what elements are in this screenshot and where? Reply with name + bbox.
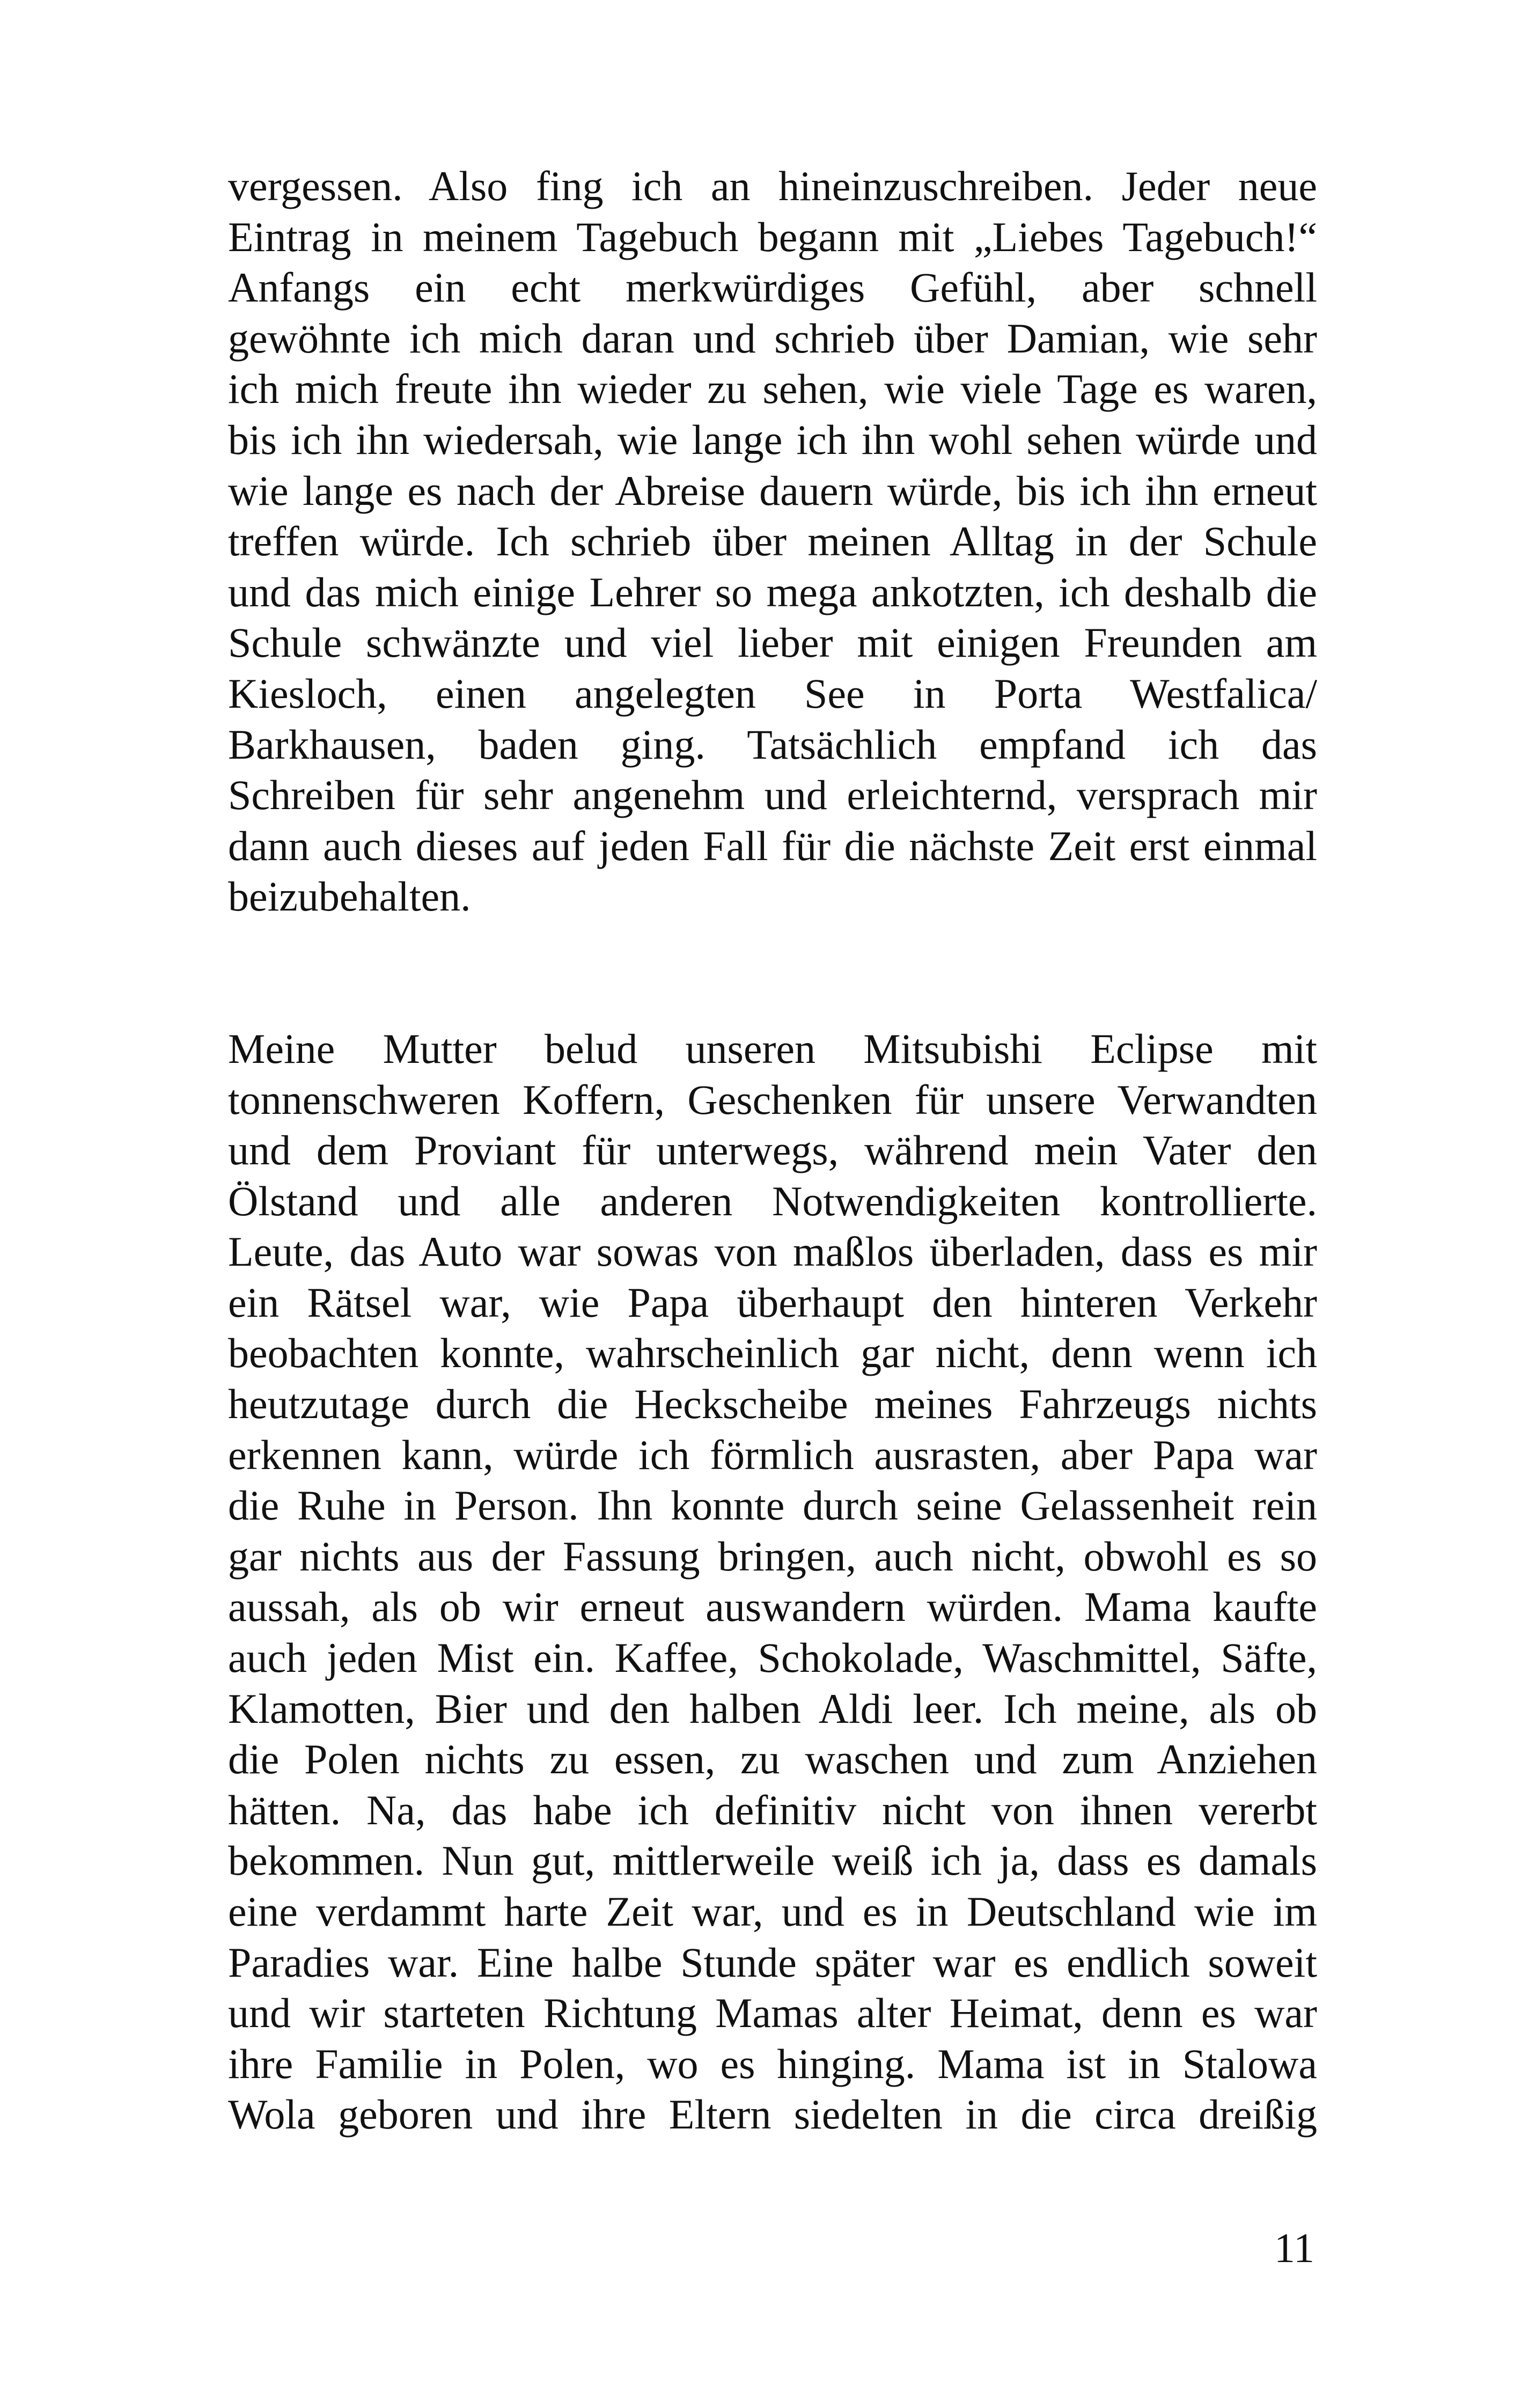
text-line: Leute, das Auto war sowas von maßlos überladen, dass es mir	[228, 1228, 1317, 1275]
text-line: Anfangs ein echt merkwürdiges Gefühl, aber schnell	[228, 264, 1317, 311]
text-line: Eintrag in meinem Tagebuch begann mit „Liebes Tagebuch!“	[228, 213, 1317, 260]
text-line: vergessen. Also fing ich an hineinzuschreiben. Jeder neue	[228, 163, 1317, 209]
text-line: die Polen nichts zu essen, zu waschen und zum Anziehen	[228, 1736, 1317, 1783]
text-line: und das mich einige Lehrer so mega ankotzten, ich deshalb die	[228, 568, 1317, 615]
text-line: ich mich freute ihn wieder zu sehen, wie viele Tage es waren,	[228, 365, 1317, 413]
text-line: Meine Mutter belud unseren Mitsubishi Eclipse mit	[228, 1025, 1317, 1072]
text-line: Schule schwänzte und viel lieber mit einigen Freunden am	[228, 619, 1317, 666]
text-line: hätten. Na, das habe ich definitiv nicht von ihnen vererbt	[228, 1786, 1317, 1833]
text-line: Wola geboren und ihre Eltern siedelten in die circa dreißig	[228, 2091, 1317, 2138]
body-text	[228, 161, 1317, 2140]
text-line: tonnenschweren Koffern, Geschenken für unsere Verwandten	[228, 1076, 1317, 1123]
text-line: eine verdammt harte Zeit war, und es in Deutschland wie im	[228, 1888, 1317, 1935]
text-line: beizubehalten.	[228, 873, 471, 920]
paragraph-gap	[228, 922, 1317, 1024]
text-line: aussah, als ob wir erneut auswandern würden. Mama kaufte	[228, 1583, 1317, 1631]
text-line: auch jeden Mist ein. Kaffee, Schokolade, Waschmittel, Säfte,	[228, 1634, 1317, 1682]
text-line: bis ich ihn wiedersah, wie lange ich ihn wohl sehen würde und	[228, 416, 1317, 463]
text-line: und wir starteten Richtung Mamas alter Heimat, denn es war	[228, 1989, 1317, 2037]
text-line: wie lange es nach der Abreise dauern würde, bis ich ihn erneut	[228, 467, 1317, 514]
text-line: gar nichts aus der Fassung bringen, auch nicht, obwohl es so	[228, 1532, 1317, 1580]
text-line: ein Rätsel war, wie Papa überhaupt den hinteren Verkehr	[228, 1279, 1317, 1326]
text-line: heutzutage durch die Heckscheibe meines Fahrzeugs nichts	[228, 1381, 1317, 1428]
text-line: bekommen. Nun gut, mittlerweile weiß ich ja, dass es damals	[228, 1837, 1317, 1884]
text-line: dann auch dieses auf jeden Fall für die nächste Zeit erst einmal	[228, 822, 1317, 869]
text-line: treffen würde. Ich schrieb über meinen Alltag in der Schule	[228, 518, 1317, 565]
text-line: ihre Familie in Polen, wo es hinging. Mama ist in Stalowa	[228, 2040, 1317, 2087]
paragraph-1	[228, 161, 1317, 922]
text-line: und dem Proviant für unterwegs, während mein Vater den	[228, 1127, 1317, 1174]
text-line: Barkhausen, baden ging. Tatsächlich empfand ich das	[228, 721, 1317, 768]
text-line: die Ruhe in Person. Ihn konnte durch seine Gelassenheit rein	[228, 1482, 1317, 1529]
text-line: beobachten konnte, wahrscheinlich gar nicht, denn wenn ich	[228, 1330, 1317, 1377]
text-line: erkennen kann, würde ich förmlich ausrasten, aber Papa war	[228, 1431, 1317, 1478]
text-line: Schreiben für sehr angenehm und erleichternd, versprach mir	[228, 772, 1317, 819]
paragraph-2	[228, 1024, 1317, 2140]
text-line: Kiesloch, einen angelegten See in Porta Westfalica/	[228, 670, 1317, 717]
text-line: gewöhnte ich mich daran und schrieb über Damian, wie sehr	[228, 314, 1317, 362]
text-line: Paradies war. Eine halbe Stunde später war es endlich soweit	[228, 1939, 1317, 1986]
text-line: Ölstand und alle anderen Notwendigkeiten kontrollierte.	[228, 1177, 1317, 1224]
text-line: Klamotten, Bier und den halben Aldi leer. Ich meine, als ob	[228, 1685, 1317, 1732]
page-number: 11	[1274, 2225, 1314, 2271]
